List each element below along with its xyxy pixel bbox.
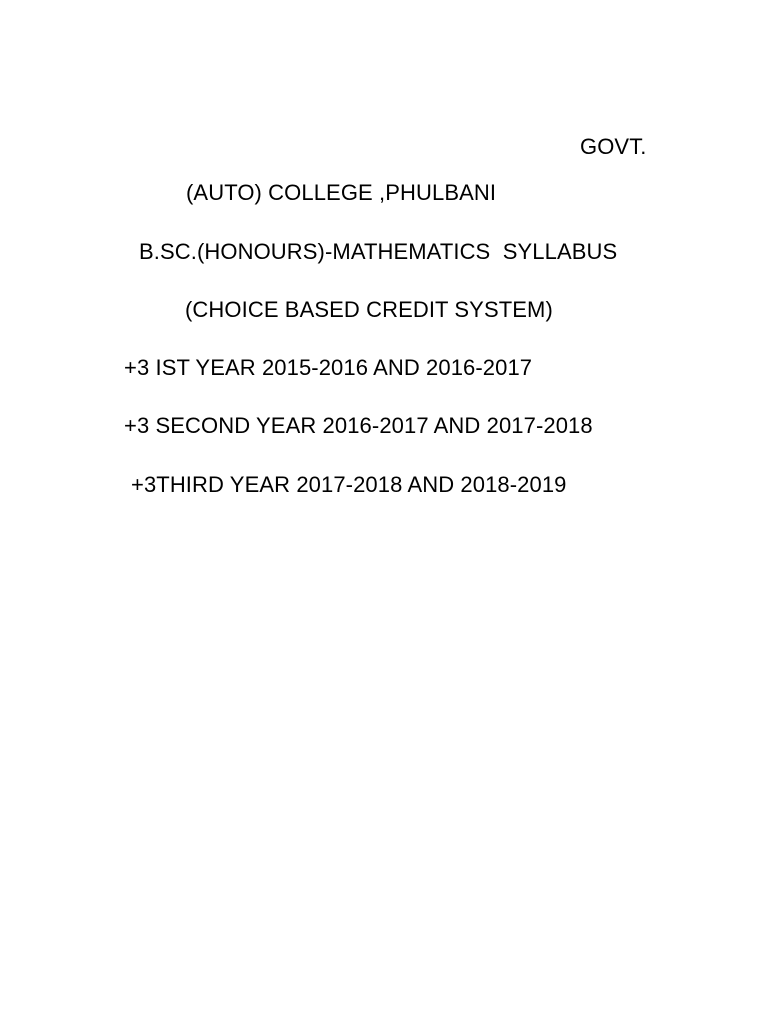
session-first-year: +3 IST YEAR 2015-2016 AND 2016-2017: [124, 355, 533, 380]
title-syllabus: B.SC.(HONOURS)-MATHEMATICS SYLLABUS: [139, 239, 618, 264]
session-second-year: +3 SECOND YEAR 2016-2017 AND 2017-2018: [124, 413, 593, 438]
title-govt: GOVT.: [580, 134, 647, 159]
subtitle-credit-system: (CHOICE BASED CREDIT SYSTEM): [185, 297, 553, 322]
session-third-year: +3THIRD YEAR 2017-2018 AND 2018-2019: [131, 472, 567, 497]
title-college-name: (AUTO) COLLEGE ,PHULBANI: [186, 180, 497, 205]
